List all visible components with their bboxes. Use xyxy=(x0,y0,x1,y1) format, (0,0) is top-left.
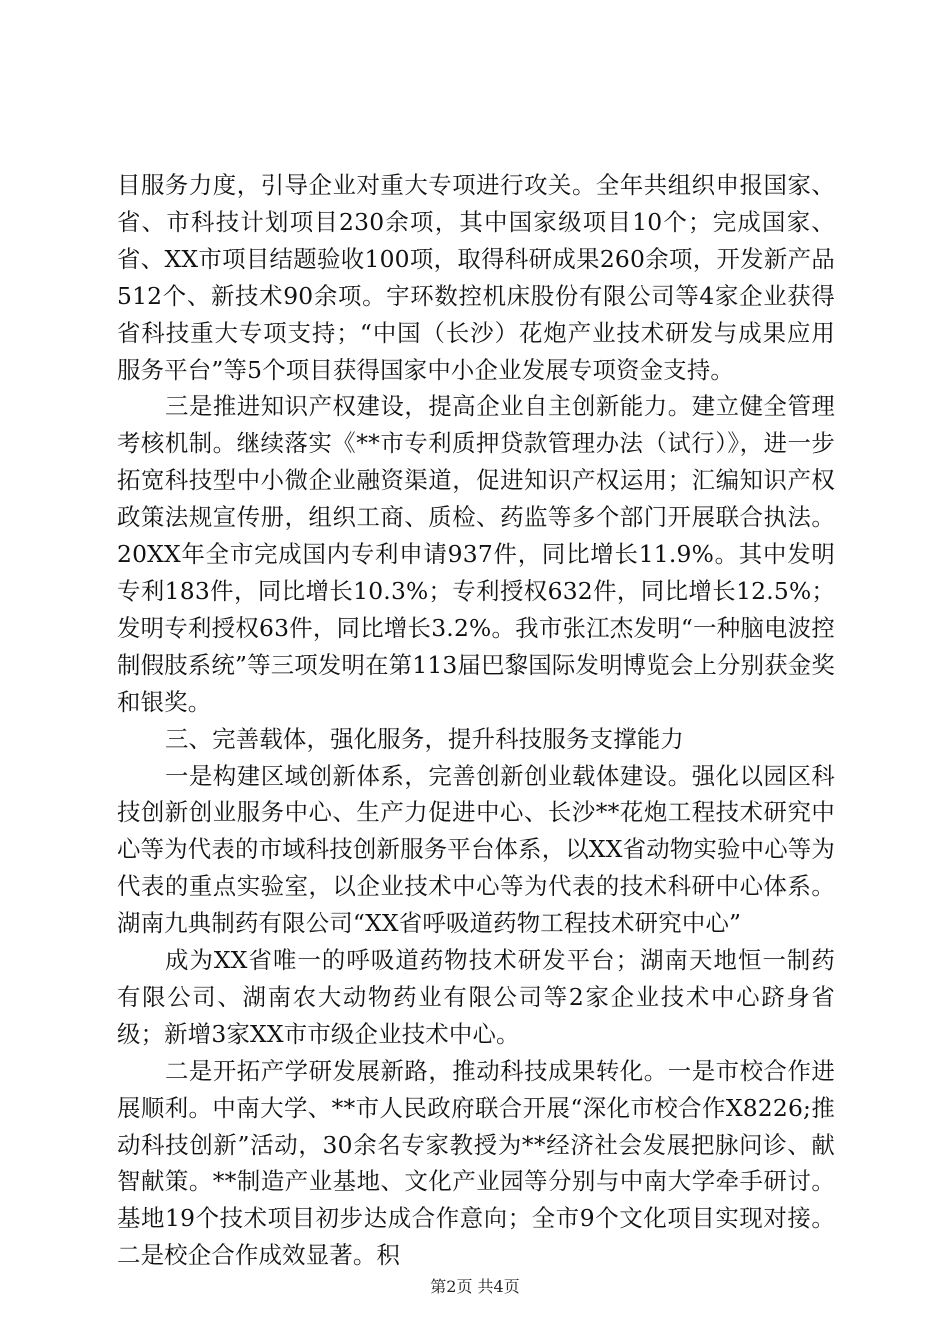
paragraph-continuation: 目服务力度，引导企业对重大专项进行攻关。全年共组织申报国家、省、市科技计划项目230余项，其中国家级项目10个；完成国家、省、XX市项目结题验收100项，取得科研成果260余项，开发新产品512个、新技术90余项。宇环数控机床股份有限公司等4家企业获得省科技重大专项支持；“中国（长沙）花炮产业技术研发与成果应用服务平台”等5个项目获得国家中小企业发展专项资金支持。 xyxy=(117,171,835,384)
page-number-footer: 第2页 共4页 xyxy=(430,1277,520,1296)
document-body xyxy=(117,167,835,1274)
paragraph-innovation-system: 一是构建区域创新体系，完善创新创业载体建设。强化以园区科技创新创业服务中心、生产力促进中心、长沙**花炮工程技术研究中心等为代表的市域科技创新服务平台体系，以XX省动物实验中心等为代表的重点实验室，以企业技术中心等为代表的技术科研中心体系。湖南九典制药有限公司“XX省呼吸道药物工程技术研究中心” xyxy=(117,761,835,938)
paragraph-industry-university: 二是开拓产学研发展新路，推动科技成果转化。一是市校合作进展顺利。中南大学、**市人民政府联合开展“深化市校合作X8226;推动科技创新”活动，30余名专家教授为**经济社会发展把脉问诊、献智献策。**制造产业基地、文化产业园等分别与中南大学牵手研讨。基地19个技术项目初步达成合作意向；全市9个文化项目实现对接。二是校企合作成效显著。积 xyxy=(117,1056,835,1270)
section-heading-3: 三、完善载体，强化服务，提升科技服务支撑能力 xyxy=(164,724,684,753)
paragraph-platform: 成为XX省唯一的呼吸道药物技术研发平台；湖南天地恒一制药有限公司、湖南农大动物药业有限公司等2家企业技术中心跻身省级；新增3家XX市市级企业技术中心。 xyxy=(117,946,835,1048)
paragraph-intellectual-property: 三是推进知识产权建设，提高企业自主创新能力。建立健全管理考核机制。继续落实《**市专利质押贷款管理办法（试行）》，进一步拓宽科技型中小微企业融资渠道，促进知识产权运用；汇编知识产权政策法规宣传册，组织工商、质检、药监等多个部门开展联合执法。20XX年全市完成国内专利申请937件，同比增长11.9%。其中发明专利183件，同比增长10.3%；专利授权632件，同比增长12.5%；发明专利授权63件，同比增长3.2%。我市张江杰发明“一种脑电波控制假肢系统”等三项发明在第113届巴黎国际发明博览会上分别获金奖和银奖。 xyxy=(117,392,835,716)
